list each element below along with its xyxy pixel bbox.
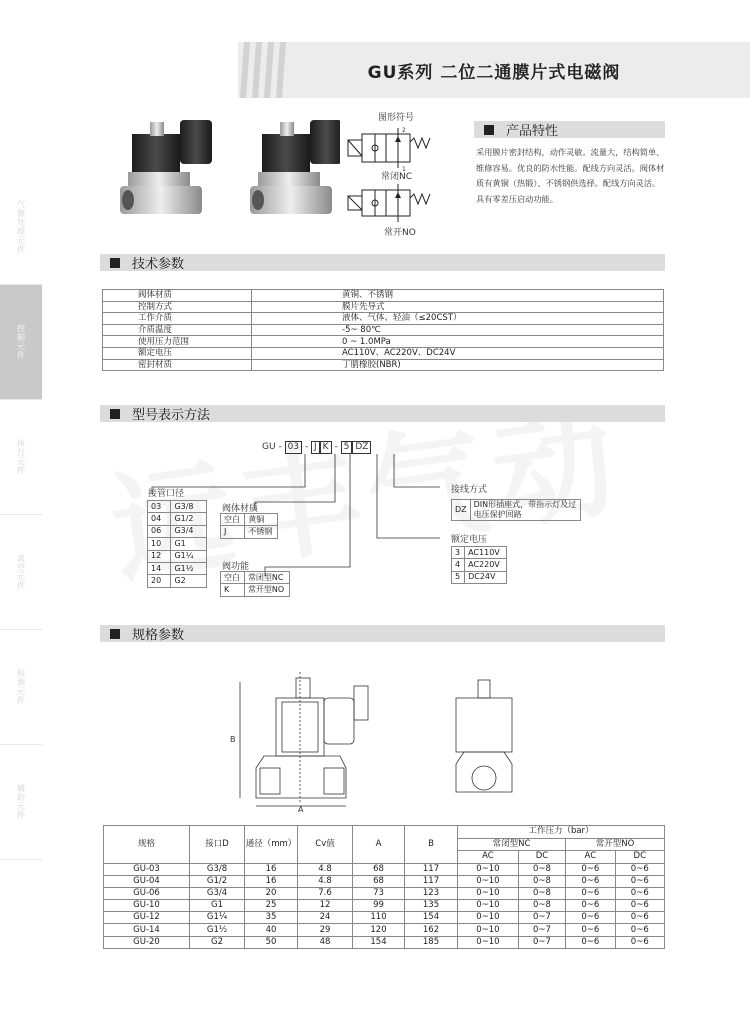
body-row-cell: 不锈钢 bbox=[245, 526, 278, 538]
symbol-no-label: 常开NO bbox=[384, 228, 416, 238]
col-a: A bbox=[353, 826, 405, 864]
volt-row-cell: 3 bbox=[452, 547, 465, 559]
spec-row-cell: 7.6 bbox=[298, 887, 353, 899]
tech-row-cell: 使用压力范围 bbox=[103, 336, 252, 348]
spec-row-cell: G1/2 bbox=[190, 875, 245, 887]
port-row-cell: G1½ bbox=[171, 562, 207, 574]
spec-row-cell: 0~6 bbox=[615, 887, 664, 899]
sidenav-item[interactable] bbox=[0, 630, 42, 745]
volt-row-cell: AC110V bbox=[465, 547, 507, 559]
spec-row-cell: 68 bbox=[353, 863, 405, 875]
port-row-cell: G3/8 bbox=[171, 501, 207, 513]
body-material-label: 阀体材质 bbox=[222, 504, 259, 514]
func-row-cell: 常开型NO bbox=[244, 584, 289, 596]
col-no: 常开型NO bbox=[566, 838, 665, 851]
spec-row-cell: 0~10 bbox=[458, 924, 519, 936]
specs-table bbox=[103, 825, 665, 949]
spec-row-cell: 162 bbox=[405, 924, 458, 936]
spec-row-cell: 0~8 bbox=[518, 875, 565, 887]
code-conn-box: DZ bbox=[352, 441, 371, 454]
body-row-cell: J bbox=[221, 526, 245, 538]
tech-row-cell: 密封材质 bbox=[103, 359, 252, 371]
spec-row-cell: 48 bbox=[298, 936, 353, 948]
code-dash: - bbox=[304, 442, 309, 452]
spec-row-cell: 4.8 bbox=[298, 863, 353, 875]
spec-row-cell: 123 bbox=[405, 887, 458, 899]
spec-row-cell: 0~10 bbox=[458, 887, 519, 899]
func-row bbox=[221, 572, 290, 584]
tech-row-cell: 液体、气体、轻油（≤20CST） bbox=[252, 313, 664, 325]
spec-row-cell: G2 bbox=[190, 936, 245, 948]
tech-row bbox=[103, 324, 664, 336]
symbol-port-2: 2 bbox=[402, 127, 406, 134]
symbol-title: 图形符号 bbox=[378, 113, 415, 123]
side-nav bbox=[0, 170, 42, 860]
tech-row-cell: -5~ 80℃ bbox=[252, 324, 664, 336]
port-row-cell: G1 bbox=[171, 538, 207, 550]
volt-row bbox=[452, 571, 507, 583]
port-row-cell: 03 bbox=[148, 501, 171, 513]
func-row-cell: 常闭型NC bbox=[244, 572, 289, 584]
tech-row-cell: 丁腈橡胶(NBR) bbox=[252, 359, 664, 371]
col-nc: 常闭型NC bbox=[458, 838, 566, 851]
volt-row-cell: 4 bbox=[452, 559, 465, 571]
sidenav-item[interactable] bbox=[0, 745, 42, 860]
port-row-cell: G1/2 bbox=[171, 513, 207, 525]
spec-row-cell: 0~6 bbox=[615, 924, 664, 936]
spec-row-cell: 117 bbox=[405, 875, 458, 887]
port-row-cell: 04 bbox=[148, 513, 171, 525]
spec-row bbox=[104, 887, 665, 899]
sidenav-label: 控制元件 bbox=[16, 324, 26, 360]
sidenav-item[interactable] bbox=[0, 515, 42, 630]
spec-row-cell: GU-14 bbox=[104, 924, 190, 936]
col-cv: Cv值 bbox=[298, 826, 353, 864]
func-row-cell: 空白 bbox=[221, 572, 245, 584]
col-pressure: 工作压力（bar） bbox=[458, 826, 665, 839]
body-row-cell: 空白 bbox=[221, 514, 245, 526]
dim-b-label: B bbox=[230, 735, 236, 744]
spec-row-cell: GU-04 bbox=[104, 875, 190, 887]
tech-row-cell: 工作介质 bbox=[103, 313, 252, 325]
code-body-box: J bbox=[311, 441, 320, 454]
sidenav-label: 检测元件 bbox=[16, 669, 26, 705]
connection-table bbox=[451, 499, 581, 521]
tech-section-header bbox=[100, 254, 665, 271]
specs-title: 规格参数 bbox=[132, 628, 185, 643]
spec-row-cell: 4.8 bbox=[298, 875, 353, 887]
tech-row bbox=[103, 347, 664, 359]
body-row bbox=[221, 514, 278, 526]
tech-row-cell: AC110V、AC220V、DC24V bbox=[252, 347, 664, 359]
spec-row-cell: GU-10 bbox=[104, 900, 190, 912]
spec-row-cell: 120 bbox=[353, 924, 405, 936]
spec-row-cell: 0~6 bbox=[566, 887, 615, 899]
port-row-cell: 12 bbox=[148, 550, 171, 562]
spec-row-cell: 20 bbox=[245, 887, 298, 899]
spec-row bbox=[104, 863, 665, 875]
spec-row bbox=[104, 936, 665, 948]
spec-row-cell: 0~10 bbox=[458, 912, 519, 924]
features-text: 采用膜片密封结构，动作灵敏。流量大，结构简单、维修容易。优良的防水性能。配线方向灵活。阀体材质有黄铜（热锻）、不锈钢供选择。配线方向灵活。具有零差压启动功能。 bbox=[476, 147, 665, 204]
port-row bbox=[148, 562, 207, 574]
spec-row-cell: 0~7 bbox=[518, 924, 565, 936]
port-size-label: 接管口径 bbox=[148, 489, 185, 499]
sidenav-item[interactable] bbox=[0, 170, 42, 285]
tech-row bbox=[103, 290, 664, 302]
port-row-cell: G2 bbox=[171, 575, 207, 587]
spec-row-cell: G1½ bbox=[190, 924, 245, 936]
col-nc-ac: AC bbox=[458, 851, 519, 864]
sidenav-item[interactable] bbox=[0, 400, 42, 515]
body-material-table bbox=[220, 513, 278, 539]
spec-row-cell: 154 bbox=[353, 936, 405, 948]
spec-row-cell: 0~10 bbox=[458, 900, 519, 912]
col-bore: 通径（mm） bbox=[245, 826, 298, 864]
volt-row bbox=[452, 547, 507, 559]
sidenav-label: 气源处理元件 bbox=[16, 200, 26, 254]
specs-section-header bbox=[100, 625, 665, 642]
volt-row-cell: DC24V bbox=[465, 571, 507, 583]
valve-function-table bbox=[220, 571, 290, 597]
port-row bbox=[148, 501, 207, 513]
tech-row-cell: 黄铜、不锈钢 bbox=[252, 290, 664, 302]
spec-row-cell: GU-12 bbox=[104, 912, 190, 924]
sidenav-label: 辅助元件 bbox=[16, 784, 26, 820]
port-row bbox=[148, 513, 207, 525]
col-model: 规格 bbox=[104, 826, 190, 864]
volt-row bbox=[452, 559, 507, 571]
features-header bbox=[474, 121, 665, 138]
dim-a-label: A bbox=[298, 805, 304, 814]
spec-row-cell: 16 bbox=[245, 875, 298, 887]
spec-row-cell: 0~6 bbox=[615, 936, 664, 948]
spec-row-cell: 73 bbox=[353, 887, 405, 899]
spec-row-cell: 40 bbox=[245, 924, 298, 936]
port-row-cell: 10 bbox=[148, 538, 171, 550]
voltage-label: 额定电压 bbox=[451, 535, 488, 545]
features-title: 产品特性 bbox=[506, 124, 559, 139]
symbol-nc-label: 常闭NC bbox=[381, 172, 413, 182]
port-row-cell: 06 bbox=[148, 525, 171, 537]
port-row-cell: G1¼ bbox=[171, 550, 207, 562]
code-prefix: GU bbox=[262, 442, 276, 452]
symbol-port-1: 1 bbox=[402, 166, 406, 173]
spec-row-cell: 0~6 bbox=[615, 875, 664, 887]
port-row bbox=[148, 525, 207, 537]
spec-row-cell: GU-03 bbox=[104, 863, 190, 875]
spec-row-cell: G1 bbox=[190, 900, 245, 912]
sidenav-item-active[interactable] bbox=[0, 285, 42, 400]
spec-row-cell: G3/8 bbox=[190, 863, 245, 875]
spec-row-cell: 0~6 bbox=[566, 936, 615, 948]
col-no-dc: DC bbox=[615, 851, 664, 864]
bullet-square-icon bbox=[110, 409, 120, 419]
spec-row-cell: 0~6 bbox=[615, 900, 664, 912]
spec-row-cell: 0~6 bbox=[615, 863, 664, 875]
tech-row bbox=[103, 301, 664, 313]
spec-row-cell: 16 bbox=[245, 863, 298, 875]
func-row-cell: K bbox=[221, 584, 245, 596]
valve-photo-1 bbox=[120, 120, 212, 214]
spec-row-cell: 0~8 bbox=[518, 887, 565, 899]
conn-row bbox=[452, 500, 581, 521]
bullet-square-icon bbox=[110, 629, 120, 639]
spec-row-cell: 135 bbox=[405, 900, 458, 912]
spec-row-cell: 0~7 bbox=[518, 912, 565, 924]
spec-row-cell: 35 bbox=[245, 912, 298, 924]
volt-row-cell: AC220V bbox=[465, 559, 507, 571]
spec-row-cell: 0~10 bbox=[458, 863, 519, 875]
sidenav-label: 真空元件 bbox=[16, 554, 26, 590]
spec-row-cell: 0~6 bbox=[566, 900, 615, 912]
spec-row-cell: GU-06 bbox=[104, 887, 190, 899]
port-row-cell: 20 bbox=[148, 575, 171, 587]
connection-label: 接线方式 bbox=[451, 485, 488, 495]
spec-row-cell: 0~7 bbox=[518, 936, 565, 948]
port-row-cell: G3/4 bbox=[171, 525, 207, 537]
spec-row-cell: 50 bbox=[245, 936, 298, 948]
spec-row-cell: 25 bbox=[245, 900, 298, 912]
spec-row-cell: 0~6 bbox=[566, 875, 615, 887]
tech-row-cell: 阀体材质 bbox=[103, 290, 252, 302]
tech-row bbox=[103, 336, 664, 348]
col-no-ac: AC bbox=[566, 851, 615, 864]
spec-row-cell: 185 bbox=[405, 936, 458, 948]
tech-row-cell: 膜片先导式 bbox=[252, 301, 664, 313]
volt-row-cell: 5 bbox=[452, 571, 465, 583]
conn-row-cell: DZ bbox=[452, 500, 471, 521]
spec-row bbox=[104, 924, 665, 936]
spec-row-cell: G3/4 bbox=[190, 887, 245, 899]
dimension-drawings bbox=[220, 668, 540, 814]
code-dash: - bbox=[278, 442, 282, 452]
code-size-box: 03 bbox=[285, 441, 302, 454]
tech-row-cell: 介质温度 bbox=[103, 324, 252, 336]
tech-row-cell: 额定电压 bbox=[103, 347, 252, 359]
tech-row bbox=[103, 313, 664, 325]
model-section-header bbox=[100, 405, 665, 422]
tech-table bbox=[102, 289, 664, 371]
spec-row-cell: 0~6 bbox=[615, 912, 664, 924]
code-volt-box: 5 bbox=[341, 441, 353, 454]
code-dash: - bbox=[334, 442, 338, 452]
spec-row-cell: G1¼ bbox=[190, 912, 245, 924]
port-row bbox=[148, 538, 207, 550]
voltage-table bbox=[451, 546, 507, 584]
conn-row-cell: DIN形插座式，带指示灯及过电压保护回路 bbox=[470, 500, 580, 521]
valve-function-label: 阀功能 bbox=[222, 562, 250, 572]
port-row bbox=[148, 575, 207, 587]
model-title: 型号表示方法 bbox=[132, 408, 211, 423]
spec-row bbox=[104, 900, 665, 912]
spec-row-cell: 0~6 bbox=[566, 912, 615, 924]
spec-row-cell: 29 bbox=[298, 924, 353, 936]
valve-photo-2 bbox=[250, 120, 340, 214]
spec-row-cell: 154 bbox=[405, 912, 458, 924]
product-photos bbox=[120, 112, 340, 224]
spec-row-cell: 0~6 bbox=[566, 863, 615, 875]
tech-row-cell: 控制方式 bbox=[103, 301, 252, 313]
bullet-square-icon bbox=[484, 125, 494, 135]
col-b: B bbox=[405, 826, 458, 864]
spec-row-cell: 0~10 bbox=[458, 875, 519, 887]
spec-row-cell: 117 bbox=[405, 863, 458, 875]
spec-row-cell: 68 bbox=[353, 875, 405, 887]
port-row bbox=[148, 550, 207, 562]
port-row-cell: 14 bbox=[148, 562, 171, 574]
spec-row-cell: 99 bbox=[353, 900, 405, 912]
spec-row-cell: 0~6 bbox=[566, 924, 615, 936]
spec-row-cell: 110 bbox=[353, 912, 405, 924]
port-size-table bbox=[147, 500, 207, 588]
spec-row-cell: 0~8 bbox=[518, 863, 565, 875]
spec-row bbox=[104, 912, 665, 924]
body-row bbox=[221, 526, 278, 538]
body-row-cell: 黄铜 bbox=[245, 514, 278, 526]
spec-row-cell: 0~10 bbox=[458, 936, 519, 948]
col-nc-dc: DC bbox=[518, 851, 565, 864]
page-title: GU系列 二位二通膜片式电磁阀 bbox=[367, 62, 621, 83]
tech-row-cell: 0 ~ 1.0MPa bbox=[252, 336, 664, 348]
spec-row bbox=[104, 875, 665, 887]
spec-row-cell: 24 bbox=[298, 912, 353, 924]
col-port: 接口D bbox=[190, 826, 245, 864]
spec-row-cell: GU-20 bbox=[104, 936, 190, 948]
tech-title: 技术参数 bbox=[132, 257, 185, 272]
code-func-box: K bbox=[320, 441, 332, 454]
func-row bbox=[221, 584, 290, 596]
spec-row-cell: 0~8 bbox=[518, 900, 565, 912]
spec-row-cell: 12 bbox=[298, 900, 353, 912]
bullet-square-icon bbox=[110, 258, 120, 268]
sidenav-label: 执行元件 bbox=[16, 439, 26, 475]
